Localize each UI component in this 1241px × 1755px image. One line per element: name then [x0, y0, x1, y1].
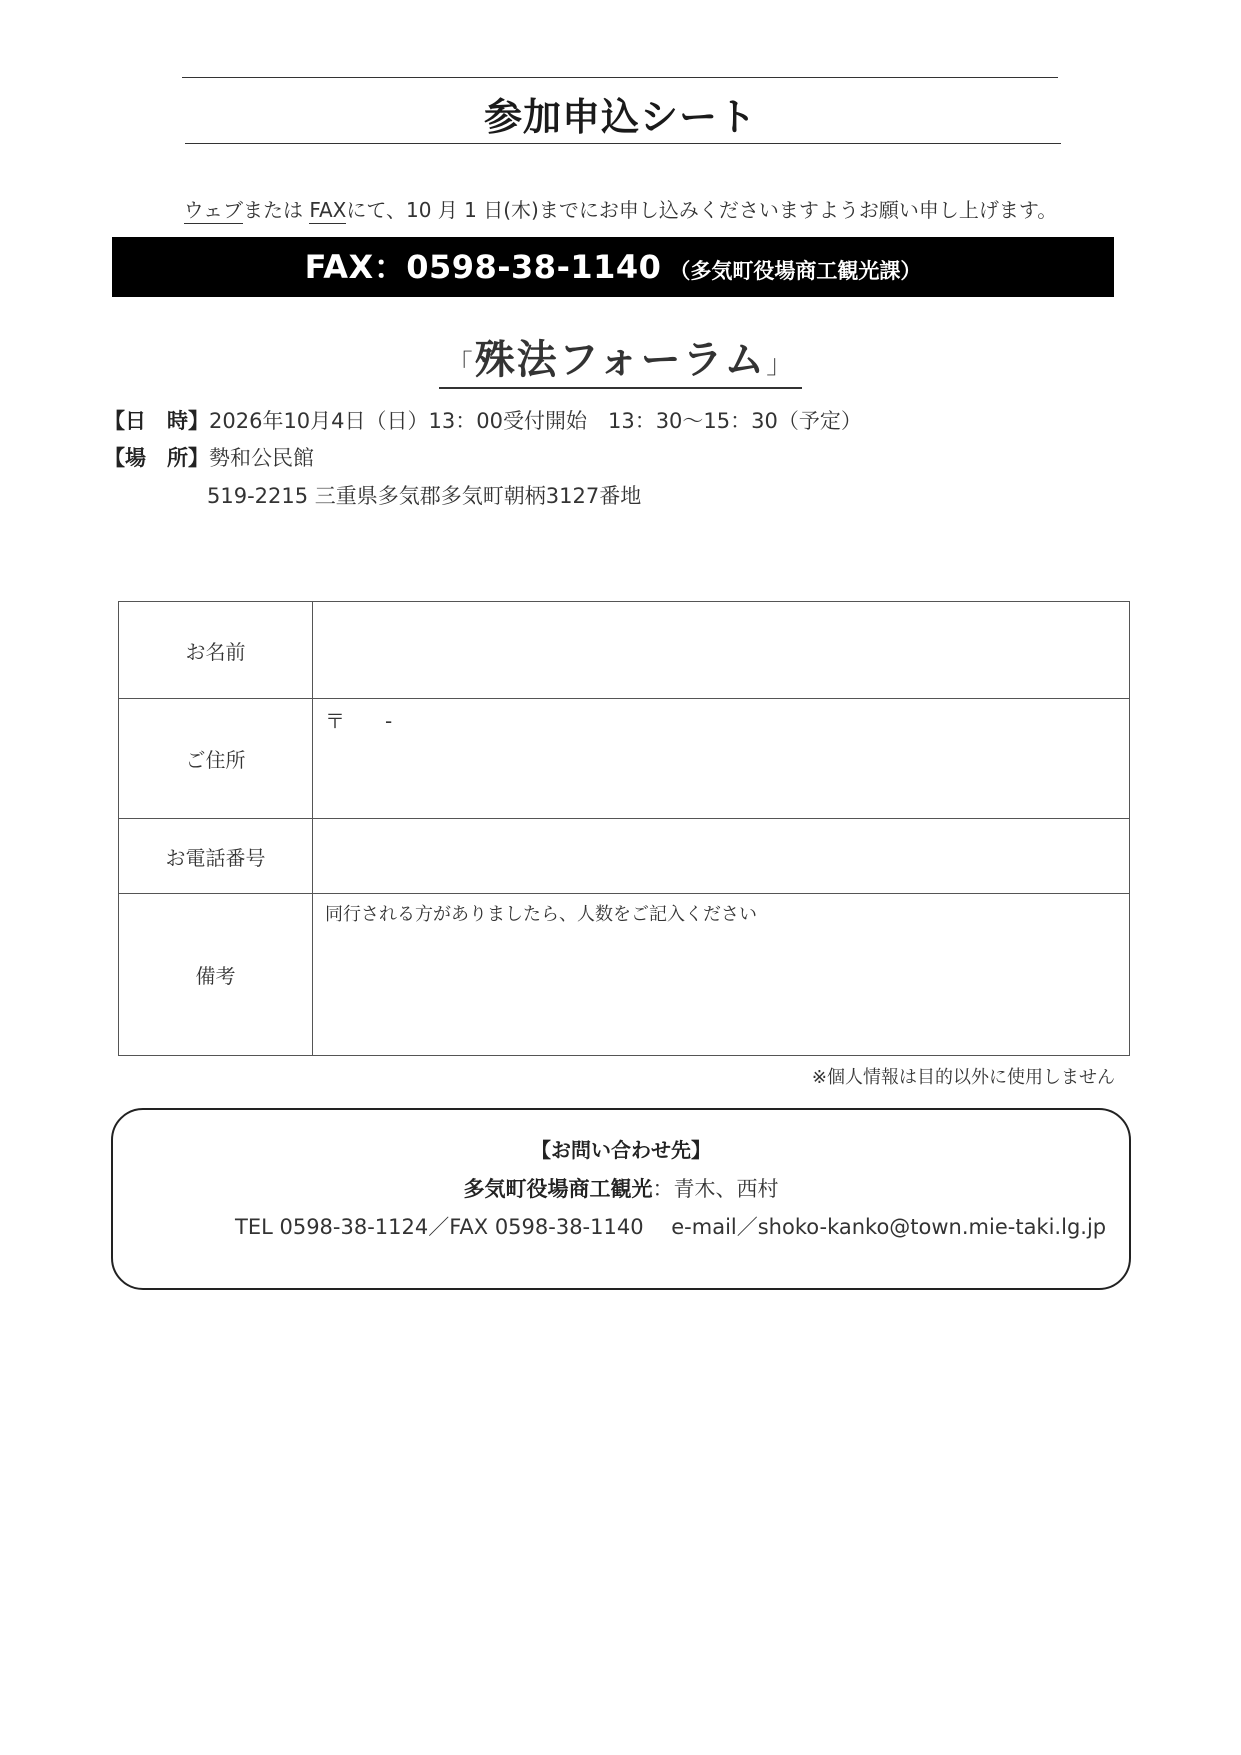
address-label: ご住所	[119, 699, 313, 819]
title-top-rule	[182, 77, 1058, 78]
place-label: 【場 所】	[104, 446, 209, 470]
title-bottom-rule	[185, 143, 1061, 144]
contact-heading: 【お問い合わせ先】	[531, 1138, 711, 1162]
address-field[interactable]: 〒 -	[313, 699, 1130, 819]
address-line: 519-2215 三重県多気郡多気町朝柄3127番地	[207, 484, 642, 508]
event-name: 殊法フォーラム	[474, 337, 767, 383]
contact-staff: ：青木、西村	[652, 1177, 779, 1201]
event-open-bracket: 「	[446, 350, 475, 380]
date-line	[104, 405, 862, 435]
phone-label: お電話番号	[119, 819, 313, 894]
fax-banner	[112, 237, 1114, 297]
intro-text	[0, 194, 1241, 223]
contact-details: TEL 0598-38-1124／FAX 0598-38-1140 e-mail／shoko-kanko@town.mie-taki.lg.jp	[235, 1215, 1107, 1239]
intro-fax-word: FAX	[309, 198, 347, 222]
application-form	[118, 601, 1130, 1056]
name-label: お名前	[119, 602, 313, 699]
remarks-label: 備考	[119, 894, 313, 1056]
privacy-note: ※個人情報は目的以外に使用しません	[811, 1067, 1115, 1088]
form-row-phone	[119, 819, 1130, 894]
contact-dept-line	[113, 1173, 1129, 1203]
contact-dept: 多気町役場商工観光	[463, 1177, 653, 1201]
place-line	[104, 442, 314, 472]
name-field[interactable]	[313, 602, 1130, 699]
remarks-field[interactable]: 同行される方がありましたら、人数をご記入ください	[313, 894, 1130, 1056]
date-value: 2026年10月4日（日）13：00受付開始 13：30〜15：30（予定）	[209, 409, 862, 433]
place-value: 勢和公民館	[209, 446, 314, 470]
date-label: 【日 時】	[104, 409, 209, 433]
form-row-address	[119, 699, 1130, 819]
intro-suffix: にて、10 月 1 日(木)までにお申し込みくださいますようお願い申し上げます。	[346, 198, 1058, 222]
contact-box	[111, 1108, 1131, 1290]
event-close-bracket: 」	[766, 350, 795, 380]
fax-dept: （多気町役場商工観光課）	[669, 259, 922, 283]
event-title	[0, 328, 1241, 389]
intro-web-word: ウェブ	[183, 198, 243, 222]
fax-number: FAX：0598-38-1140	[304, 248, 662, 286]
form-row-remarks	[119, 894, 1130, 1056]
page-title: 参加申込シート	[483, 95, 757, 139]
form-row-name	[119, 602, 1130, 699]
phone-field[interactable]	[313, 819, 1130, 894]
intro-mid: または	[242, 198, 303, 222]
